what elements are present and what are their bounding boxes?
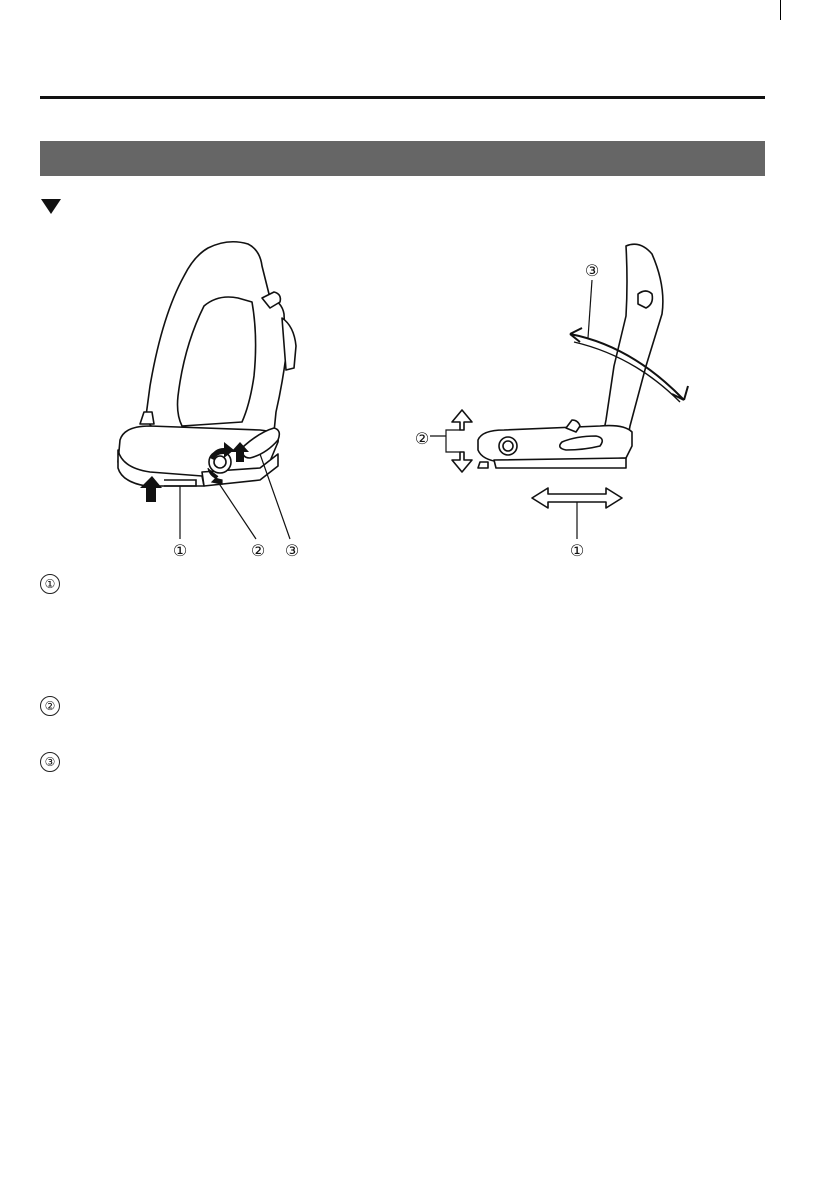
callout-3: ③ [584, 261, 600, 280]
callout-1: ① [172, 541, 188, 560]
height-down-arrow-icon [452, 452, 472, 472]
height-up-arrow-icon [452, 410, 472, 430]
seat-side-illustration [400, 236, 710, 566]
seat-belt-guide [638, 291, 652, 308]
height-adjust-knob [499, 437, 517, 455]
seat-rear-trim [140, 412, 154, 424]
callout-2: ② [414, 429, 430, 448]
leader-line-3 [588, 280, 592, 338]
callout-2: ② [250, 541, 266, 560]
description-number: ① [40, 574, 60, 594]
description-number: ② [40, 696, 60, 716]
seat-base-rail [494, 458, 626, 468]
seat-front-illustration [110, 236, 320, 566]
leader-line-2 [214, 476, 256, 539]
description-item [40, 574, 70, 594]
description-item [40, 696, 70, 716]
crop-mark [780, 0, 781, 20]
slide-lever [478, 462, 488, 468]
callout-1: ① [569, 541, 585, 560]
header-rule [40, 96, 765, 99]
callout-3: ③ [284, 541, 300, 560]
description-item [40, 752, 70, 772]
height-bracket [430, 430, 460, 452]
section-header-bar [40, 141, 765, 176]
description-number: ③ [40, 752, 60, 772]
triangle-marker-icon [41, 199, 61, 214]
